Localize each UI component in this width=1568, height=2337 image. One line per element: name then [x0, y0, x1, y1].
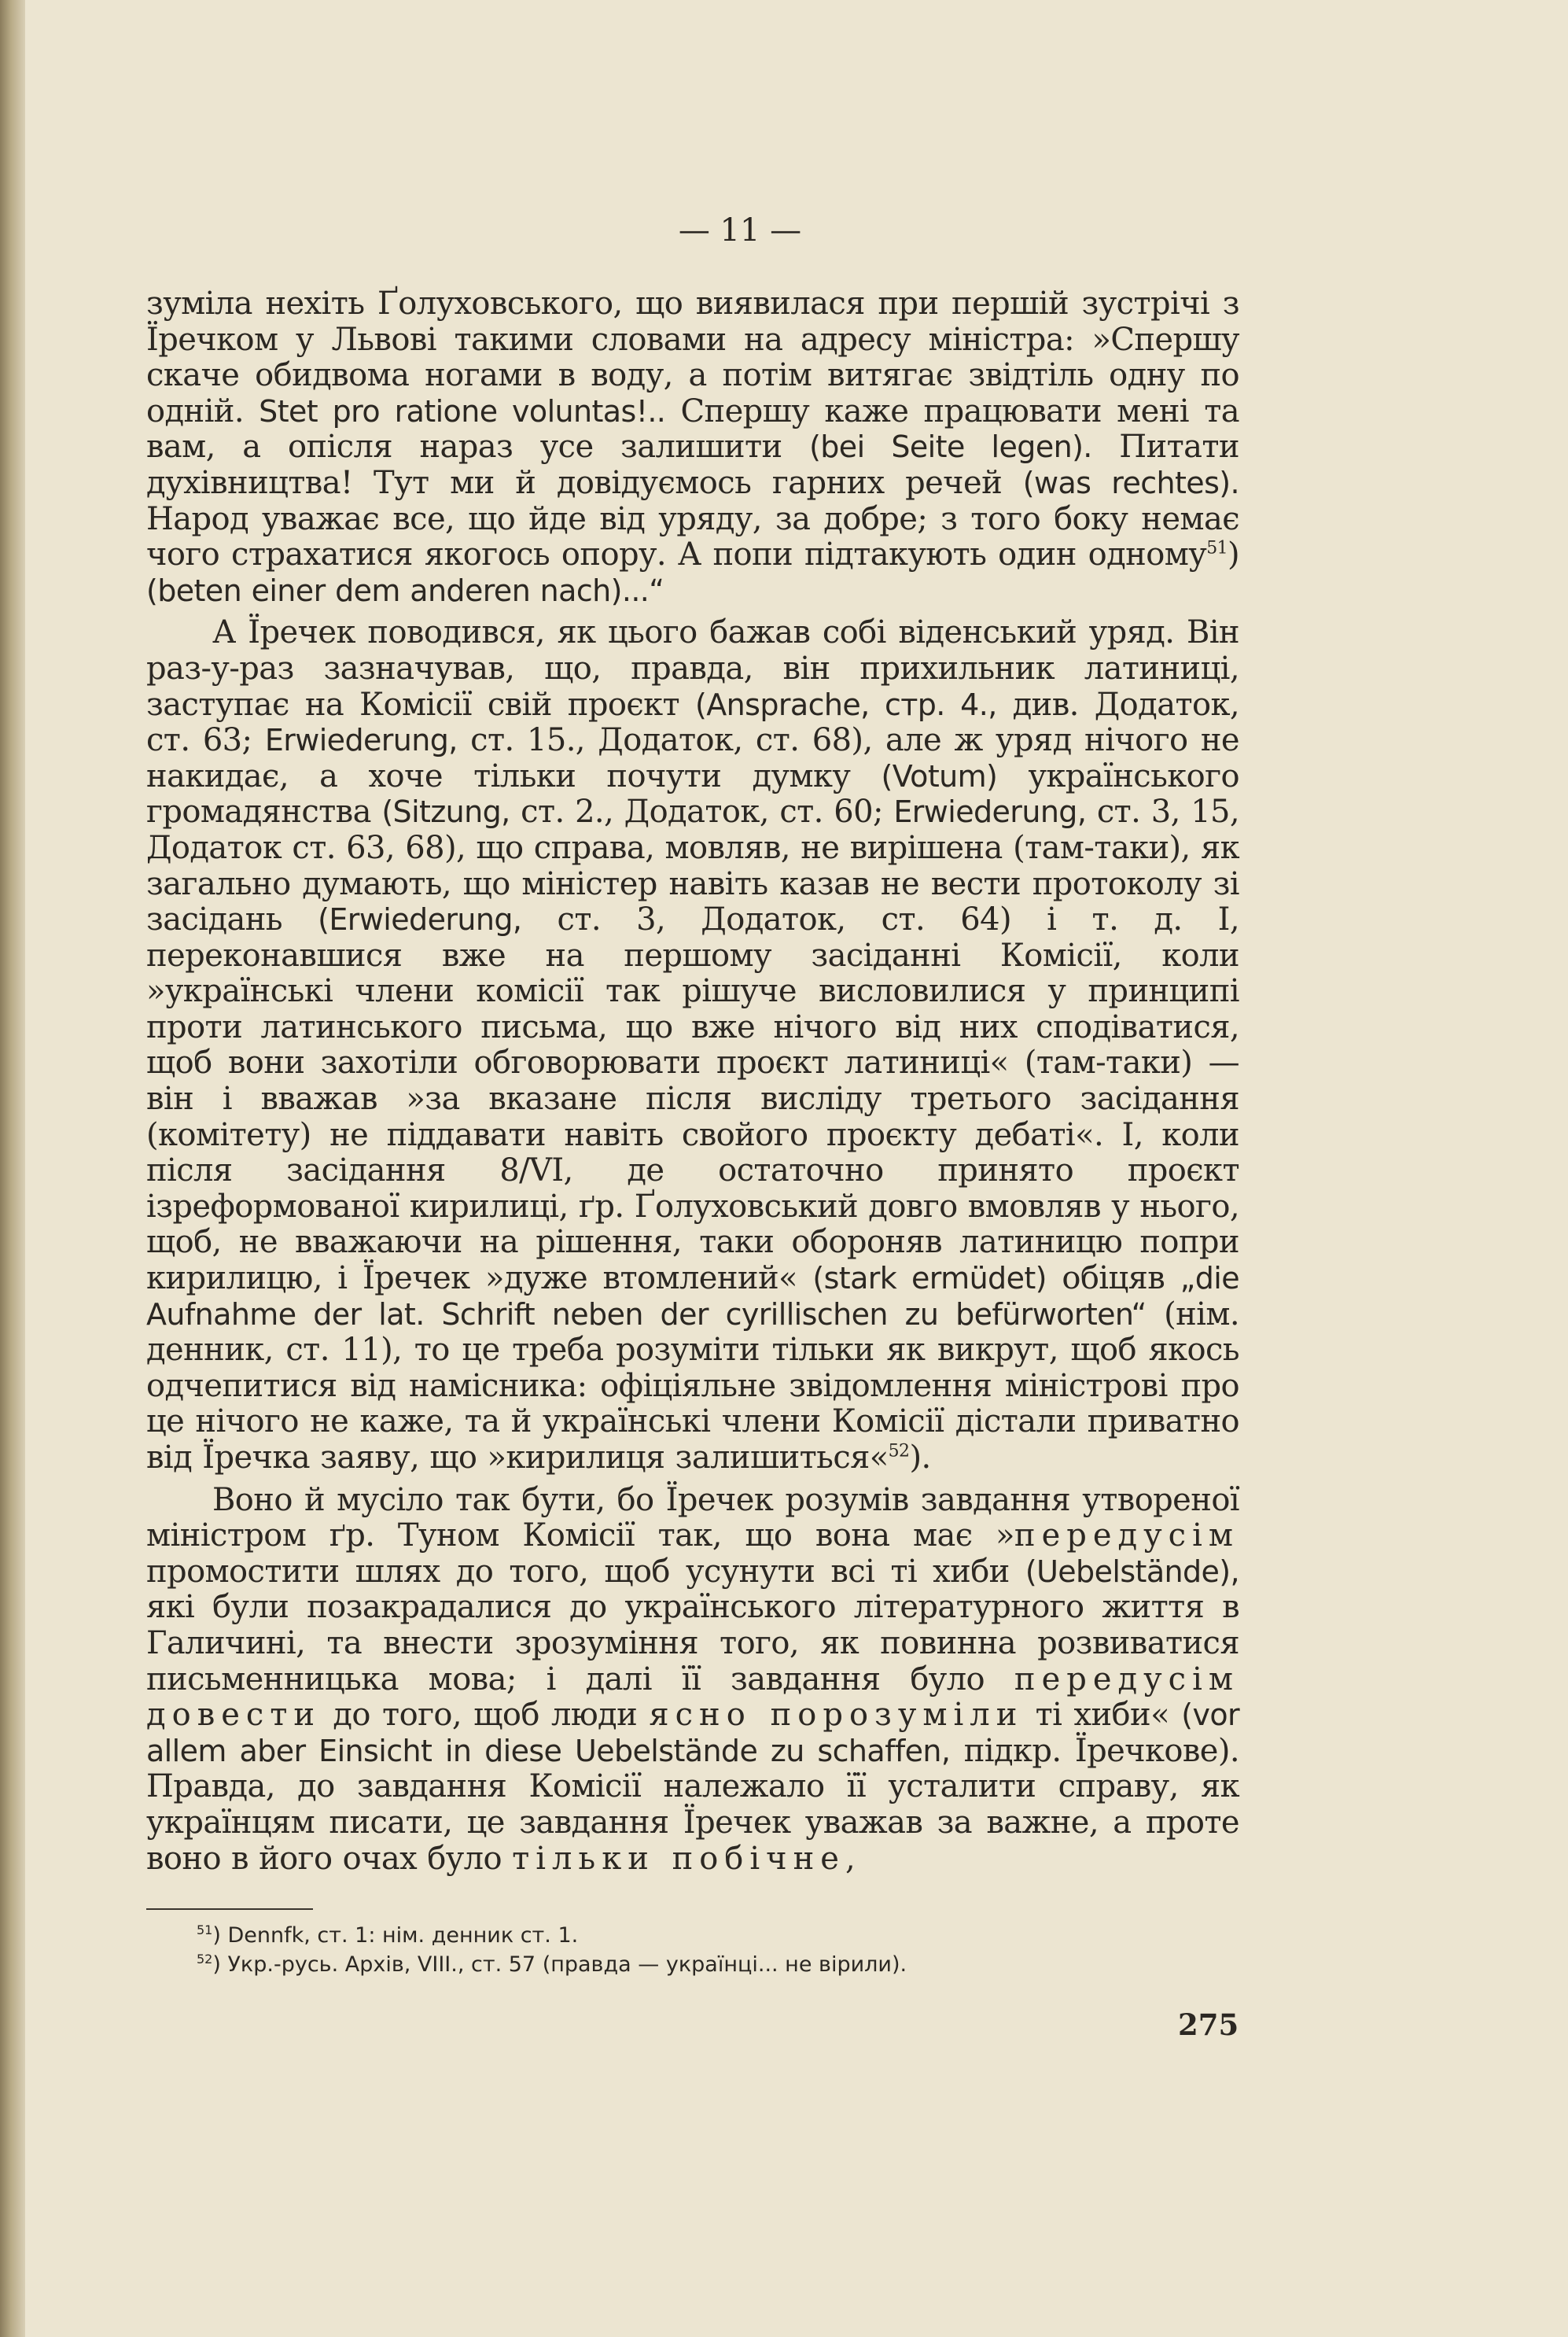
german-phrase: (beten einer dem anderen nach)...“	[146, 573, 664, 608]
footnote-text: ) Укр.-русь. Архів, VIII., ст. 57 (правда — українці... не вірили).	[212, 1952, 907, 1978]
german-phrase: (stark ermüdet)	[812, 1261, 1047, 1296]
german-phrase: (bei Seite legen).	[809, 429, 1092, 465]
german-phrase: Erwiederung,	[893, 794, 1087, 830]
spaced-emphasis: передусім довести	[146, 1661, 1239, 1734]
text-run: до того, щоб люди	[333, 1697, 638, 1734]
footnote-ref-51: 51	[1206, 538, 1228, 558]
spaced-emphasis: передусім	[1014, 1517, 1239, 1554]
text-run: А Їречек поводився, як цього бажав собі віденський уряд. Він раз-у-раз зазначував, що, правда, він прихильник латиниці, заступає на Комісії свій проєкт	[146, 614, 1239, 723]
page-header-number: — 11 —	[678, 212, 802, 249]
german-phrase: (Ansprache, стр. 4.,	[695, 687, 997, 722]
german-phrase: Erwiederung,	[264, 723, 458, 758]
page-body	[146, 212, 1239, 1979]
footnote-number: 51	[197, 1922, 213, 1938]
german-phrase: (was rechtes).	[1022, 465, 1239, 500]
german-phrase: (vor allem aber Einsicht in diese Uebelstände zu schaffen,	[146, 1697, 1240, 1768]
paragraph-1	[146, 286, 1239, 609]
text-run: Спершу каже працювати мені та вам, а опісля нараз усе залишити	[146, 393, 1239, 466]
text-run: )	[1227, 536, 1239, 573]
book-binding-edge	[0, 0, 25, 2337]
german-phrase: (Sitzung,	[381, 794, 510, 830]
footnote-number: 52	[197, 1952, 213, 1967]
spaced-emphasis: ясно порозуміли	[649, 1697, 1024, 1734]
text-run: ст. 2., Додаток, ст. 60;	[521, 794, 883, 831]
text-run: Народ уважає все, що йде від уряду, за добре; з того боку немає чого страхатися якогось опору. А попи підтакують один одному	[146, 500, 1239, 573]
german-phrase: „die Aufnahme der lat. Schrift neben der cyrillischen zu befürworten“	[146, 1261, 1239, 1332]
footnote-52	[197, 1950, 1239, 1979]
text-run: ).	[909, 1439, 931, 1476]
text-run: ті хиби«	[1035, 1697, 1169, 1734]
text-run: Воно й мусіло так бути, бо Їречек розумів завдання утвореної міністром ґр. Туном Комісії так, що вона має »	[146, 1481, 1239, 1554]
folio-number: 275	[1178, 2007, 1239, 2042]
text-run: Питати духівництва! Тут ми й довідуємось гарних речей	[146, 429, 1239, 501]
paragraph-3	[146, 1483, 1239, 1878]
text-run: ст. 3, 15, Додаток ст. 63, 68), що справа, мовляв, не вирішена (там-таки), як загально думають, що міністер навіть казав не вести протоколу зі засідань	[146, 794, 1240, 938]
text-run: (нім. денник, ст. 11), то це треба розуміти тільки як викрут, щоб якось одчепитися від намісника: офіціяльне звідомлення міністрові про це нічого не каже, та й українські члени Комісії дістали приватно від Їречка заяву, що »кирилиця залишиться«	[146, 1296, 1239, 1476]
footnote-text: ) Dennfk, ст. 1: нім. денник ст. 1.	[212, 1923, 579, 1948]
text-run: підкр. Їречкове). Правда, до завдання Комісії належало її усталити справу, як українцям писати, це завдання Їречек уважав за важне, а проте воно в його очах було	[146, 1732, 1239, 1877]
german-phrase: (Votum)	[881, 758, 998, 794]
text-run: ст. 15., Додаток, ст. 68), але ж уряд нічого не накидає, а хоче тільки почути думку	[146, 722, 1239, 794]
footnote-ref-52: 52	[888, 1441, 910, 1462]
footnote-51	[197, 1921, 1239, 1950]
text-run: обіцяв	[1062, 1260, 1165, 1297]
text-run: див. Додаток, ст. 63;	[146, 686, 1239, 759]
text-run: які були позакрадалися до українського літературного життя в Галичині, та внести зрозуміння того, як повинна розвиватися письменницька мова; і далі її завдання було	[146, 1589, 1239, 1697]
german-phrase: Stet pro ratione voluntas!..	[259, 393, 666, 429]
german-phrase: (Uebelstände),	[1025, 1554, 1239, 1589]
footnote-divider	[146, 1908, 313, 1910]
german-phrase: (Erwiederung,	[318, 902, 522, 938]
text-run: промостити шлях до того, щоб усунути всі ті хиби	[146, 1553, 1010, 1590]
text-run: ст. 3, Додаток, ст. 64) і т. д. І, переконавшися вже на першому засіданні Комісії, коли »українські члени комісії так рішуче висловилися у принципі проти латинського письма, що вже нічого від них сподіватися, щоб вони захотіли обговорювати проєкт латиниці« (там-таки) — він і вважав »за вказане після висліду третього засідання (комітету) не піддавати навіть свойого проєкту дебаті«. І, коли після засідання 8/VI, де остаточно принято проєкт ізреформованої кирилиці, ґр. Ґолуховський довго вмовляв у нього, щоб, не вважаючи на рішення, таки обороняв латиницю попри кирилицю, і Їречек »дуже втомлений«	[146, 901, 1239, 1297]
spaced-emphasis: тільки побічне,	[512, 1840, 862, 1877]
text-run: українського громадянства	[146, 757, 1239, 831]
text-run: зуміла нехіть Ґолуховського, що виявилася при першій зустрічі з Їречком у Львові такими словами на адресу міністра: »Спершу скаче обидвома ногами в воду, а потім витягає звідтіль одну по одній.	[146, 286, 1239, 429]
paragraph-2	[146, 615, 1239, 1476]
